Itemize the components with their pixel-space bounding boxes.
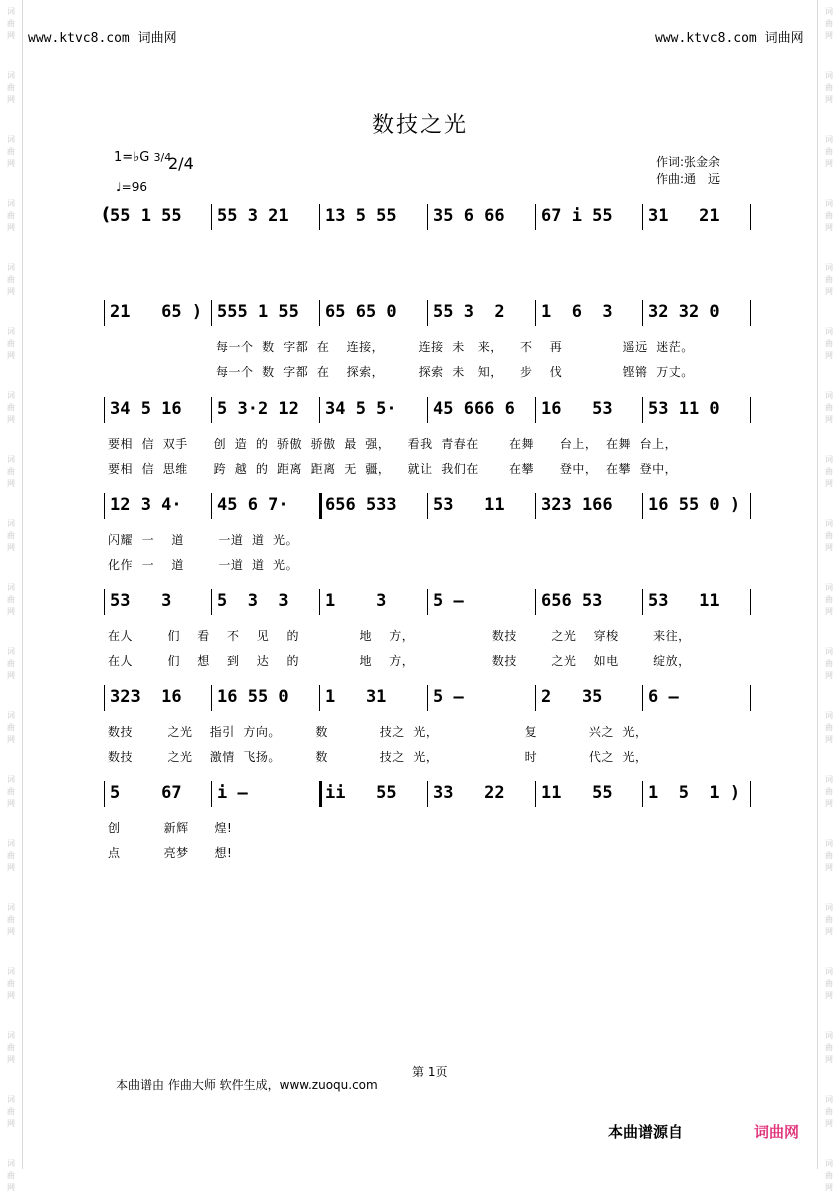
watermark-char: 词 — [825, 135, 833, 144]
watermark-char: 曲 — [825, 531, 833, 540]
barline — [319, 589, 320, 615]
measure: 55 3 21 — [217, 206, 289, 226]
watermark-char: 网 — [825, 607, 833, 616]
measure: 55 3 2 — [433, 302, 505, 322]
barline — [535, 589, 536, 615]
watermark-char: 词 — [825, 455, 833, 464]
measure: 323 16 — [110, 687, 182, 707]
header-right-site[interactable]: www.ktvc8.com 词曲网 — [655, 31, 804, 46]
barline — [642, 397, 643, 423]
watermark-char: 曲 — [7, 659, 15, 668]
measure: 656 53 — [541, 591, 603, 611]
watermark-char: 词 — [825, 1159, 833, 1168]
watermark-char: 曲 — [825, 723, 833, 732]
source-label: 本曲谱源自 — [608, 1123, 684, 1141]
watermark-char: 网 — [7, 863, 15, 872]
lyric-line: 要相 信 双手 创 造 的 骄傲 骄傲 最 强， 看我 青春在 在舞 台上， 在舞 台上， — [108, 437, 678, 451]
measure: i — — [217, 783, 248, 803]
watermark-char: 词 — [7, 583, 15, 592]
watermark-char: 网 — [7, 415, 15, 424]
watermark-char: 网 — [7, 479, 15, 488]
watermark-char: 曲 — [7, 275, 15, 284]
barline — [319, 493, 322, 519]
time-signature: 2/4 — [168, 154, 194, 173]
watermark-char: 词 — [7, 7, 15, 16]
watermark-char: 网 — [7, 1055, 15, 1064]
right-watermark-strip — [817, 0, 840, 1192]
lyric-line: 数技 之光 激情 飞扬。 数 技之 光， 时 代之 光， — [108, 750, 648, 764]
barline — [750, 781, 751, 807]
measure: 12 3 4· — [110, 495, 182, 515]
watermark-char: 曲 — [7, 595, 15, 604]
watermark-char: 曲 — [7, 1171, 15, 1180]
barline — [750, 589, 751, 615]
open-paren: ( — [102, 204, 111, 225]
watermark-char: 词 — [825, 519, 833, 528]
measure: 67 i 55 — [541, 206, 613, 226]
measure: 1 31 — [325, 687, 387, 707]
page-number: 第 1页 — [412, 1065, 448, 1079]
watermark-char: 曲 — [825, 467, 833, 476]
watermark-char: 曲 — [7, 1043, 15, 1052]
measure: 5 67 — [110, 783, 182, 803]
measure: 13 5 55 — [325, 206, 397, 226]
measure: 5 3 3 — [217, 591, 289, 611]
watermark-char: 网 — [825, 31, 833, 40]
watermark-char: 词 — [825, 263, 833, 272]
watermark-char: 曲 — [7, 979, 15, 988]
barline — [104, 685, 105, 711]
watermark-char: 词 — [825, 711, 833, 720]
watermark-char: 曲 — [7, 83, 15, 92]
measure: 34 5 16 — [110, 399, 182, 419]
measure: 16 55 0 — [217, 687, 289, 707]
watermark-char: 网 — [7, 799, 15, 808]
watermark-char: 曲 — [825, 1107, 833, 1116]
watermark-char: 曲 — [825, 787, 833, 796]
barline — [211, 589, 212, 615]
watermark-char: 词 — [825, 903, 833, 912]
watermark-char: 网 — [825, 351, 833, 360]
measure: 16 53 — [541, 399, 613, 419]
watermark-char: 网 — [7, 95, 15, 104]
composer-credit: 作曲:通 远 — [656, 172, 721, 186]
barline — [319, 397, 320, 423]
measure: 16 55 0 ) — [648, 495, 741, 515]
watermark-char: 网 — [7, 1119, 15, 1128]
barline — [104, 493, 105, 519]
watermark-char: 曲 — [825, 1043, 833, 1052]
watermark-char: 网 — [7, 31, 15, 40]
lyric-line: 点 亮梦 想! — [108, 846, 233, 860]
watermark-char: 词 — [7, 327, 15, 336]
barline — [535, 685, 536, 711]
tempo-mark: ♩=96 — [116, 180, 147, 194]
measure: 2 35 — [541, 687, 603, 707]
watermark-char: 词 — [7, 519, 15, 528]
watermark-char: 网 — [825, 159, 833, 168]
measure: ii 55 — [325, 783, 397, 803]
watermark-char: 词 — [7, 455, 15, 464]
watermark-char: 词 — [825, 583, 833, 592]
measure: 1 5 1 ) — [648, 783, 741, 803]
watermark-char: 网 — [7, 927, 15, 936]
barline — [211, 300, 212, 326]
watermark-char: 曲 — [7, 851, 15, 860]
watermark-char: 网 — [825, 287, 833, 296]
measure: 21 65 ) — [110, 302, 203, 322]
barline — [104, 589, 105, 615]
barline — [319, 685, 320, 711]
watermark-char: 网 — [825, 735, 833, 744]
barline — [535, 493, 536, 519]
watermark-char: 曲 — [7, 147, 15, 156]
barline — [535, 781, 536, 807]
measure: 53 11 — [433, 495, 505, 515]
lyric-line: 数技 之光 指引 方向。 数 技之 光， 复 兴之 光， — [108, 725, 648, 739]
watermark-char: 网 — [825, 223, 833, 232]
watermark-char: 曲 — [825, 211, 833, 220]
barline — [642, 493, 643, 519]
barline — [427, 685, 428, 711]
watermark-char: 词 — [7, 903, 15, 912]
measure: 33 22 — [433, 783, 505, 803]
watermark-char: 网 — [7, 991, 15, 1000]
measure: 5 — — [433, 687, 464, 707]
watermark-char: 词 — [7, 71, 15, 80]
measure: 65 65 0 — [325, 302, 397, 322]
watermark-char: 曲 — [7, 1107, 15, 1116]
measure: 656 533 — [325, 495, 397, 515]
barline — [642, 204, 643, 230]
measure: 1 6 3 — [541, 302, 613, 322]
measure: 32 32 0 — [648, 302, 720, 322]
watermark-char: 曲 — [825, 275, 833, 284]
measure: 45 666 6 — [433, 399, 515, 419]
barline — [319, 204, 320, 230]
watermark-char: 网 — [7, 1183, 15, 1192]
barline — [211, 493, 212, 519]
barline — [750, 685, 751, 711]
source-brand-link[interactable]: 词曲网 — [754, 1123, 800, 1141]
barline — [211, 204, 212, 230]
watermark-char: 曲 — [825, 659, 833, 668]
barline — [427, 589, 428, 615]
watermark-char: 词 — [7, 839, 15, 848]
watermark-char: 词 — [7, 391, 15, 400]
barline — [211, 397, 212, 423]
watermark-char: 曲 — [7, 403, 15, 412]
measure: 34 5 5· — [325, 399, 397, 419]
watermark-char: 曲 — [825, 595, 833, 604]
song-title: 数技之光 — [371, 113, 468, 138]
watermark-char: 网 — [825, 799, 833, 808]
watermark-char: 词 — [825, 1031, 833, 1040]
measure: 555 1 55 — [217, 302, 299, 322]
watermark-char: 曲 — [825, 147, 833, 156]
lyric-line: 创 新辉 煌! — [108, 821, 233, 835]
measure: 35 6 66 — [433, 206, 505, 226]
watermark-char: 网 — [7, 287, 15, 296]
watermark-char: 曲 — [825, 83, 833, 92]
key-fraction: 3/4 — [153, 151, 172, 164]
watermark-char: 曲 — [7, 723, 15, 732]
watermark-char: 词 — [825, 391, 833, 400]
watermark-char: 网 — [825, 95, 833, 104]
lyric-line: 每一个 数 字都 在 连接， 连接 未 来， 不 再 遥远 迷茫。 — [216, 340, 694, 354]
barline — [319, 300, 320, 326]
watermark-char: 曲 — [825, 403, 833, 412]
watermark-char: 词 — [825, 71, 833, 80]
watermark-char: 词 — [7, 1159, 15, 1168]
barline — [319, 781, 322, 807]
watermark-char: 曲 — [7, 531, 15, 540]
watermark-char: 词 — [825, 199, 833, 208]
watermark-char: 词 — [825, 967, 833, 976]
watermark-char: 网 — [825, 1183, 833, 1192]
key-signature — [114, 150, 171, 165]
barline — [535, 204, 536, 230]
barline — [427, 493, 428, 519]
barline — [642, 781, 643, 807]
watermark-char: 曲 — [825, 979, 833, 988]
watermark-char: 曲 — [825, 19, 833, 28]
key-label: 1=♭G — [114, 150, 150, 165]
watermark-char: 词 — [7, 135, 15, 144]
barline — [104, 300, 105, 326]
watermark-char: 词 — [7, 647, 15, 656]
watermark-char: 曲 — [7, 339, 15, 348]
lyric-line: 在人 们 想 到 达 的 地 方， 数技 之光 如电 绽放， — [108, 654, 691, 668]
barline — [642, 589, 643, 615]
barline — [211, 685, 212, 711]
watermark-char: 词 — [825, 7, 833, 16]
barline — [427, 204, 428, 230]
watermark-char: 网 — [7, 223, 15, 232]
left-watermark-strip — [0, 0, 23, 1192]
watermark-char: 曲 — [7, 19, 15, 28]
measure: 55 1 55 — [110, 206, 182, 226]
measure: 31 21 — [648, 206, 720, 226]
lyric-line: 在人 们 看 不 见 的 地 方， 数技 之光 穿梭 来往， — [108, 629, 691, 643]
watermark-char: 曲 — [825, 851, 833, 860]
watermark-char: 词 — [7, 967, 15, 976]
measure: 11 55 — [541, 783, 613, 803]
watermark-char: 网 — [825, 863, 833, 872]
barline — [427, 300, 428, 326]
barline — [642, 685, 643, 711]
watermark-char: 网 — [825, 991, 833, 1000]
watermark-char: 网 — [825, 415, 833, 424]
measure: 53 11 0 — [648, 399, 720, 419]
watermark-char: 曲 — [7, 787, 15, 796]
barline — [427, 397, 428, 423]
watermark-char: 网 — [825, 1119, 833, 1128]
measure: 1 3 — [325, 591, 387, 611]
watermark-char: 词 — [825, 839, 833, 848]
watermark-char: 网 — [7, 735, 15, 744]
watermark-char: 词 — [7, 1031, 15, 1040]
watermark-char: 词 — [7, 711, 15, 720]
watermark-char: 曲 — [825, 915, 833, 924]
watermark-char: 词 — [825, 647, 833, 656]
barline — [535, 300, 536, 326]
watermark-char: 曲 — [825, 1171, 833, 1180]
watermark-char: 网 — [7, 351, 15, 360]
measure: 6 — — [648, 687, 679, 707]
lyric-line: 每一个 数 字都 在 探索， 探索 未 知， 步 伐 铿锵 万丈。 — [216, 365, 694, 379]
barline — [427, 781, 428, 807]
measure: 45 6 7· — [217, 495, 289, 515]
barline — [211, 781, 212, 807]
watermark-char: 曲 — [7, 467, 15, 476]
watermark-char: 词 — [825, 775, 833, 784]
watermark-char: 曲 — [7, 915, 15, 924]
watermark-char: 网 — [7, 671, 15, 680]
barline — [750, 204, 751, 230]
watermark-char: 词 — [7, 775, 15, 784]
watermark-char: 网 — [825, 671, 833, 680]
measure: 53 3 — [110, 591, 172, 611]
header-left-site[interactable]: www.ktvc8.com 词曲网 — [28, 31, 177, 46]
watermark-char: 网 — [825, 543, 833, 552]
software-footer: 本曲谱由 作曲大师 软件生成，www.zuoqu.com — [116, 1078, 378, 1092]
barline — [535, 397, 536, 423]
watermark-char: 曲 — [7, 211, 15, 220]
watermark-char: 网 — [7, 159, 15, 168]
measure: 323 166 — [541, 495, 613, 515]
barline — [104, 397, 105, 423]
measure: 5 3·2 12 — [217, 399, 299, 419]
lyric-line: 要相 信 思维 跨 越 的 距离 距离 无 疆， 就让 我们在 在攀 登中， 在攀 登中， — [108, 462, 678, 476]
barline — [104, 781, 105, 807]
barline — [750, 300, 751, 326]
barline — [750, 397, 751, 423]
watermark-char: 词 — [7, 199, 15, 208]
watermark-char: 网 — [825, 479, 833, 488]
watermark-char: 词 — [7, 263, 15, 272]
measure: 53 11 — [648, 591, 720, 611]
watermark-char: 词 — [825, 1095, 833, 1104]
measure: 5 — — [433, 591, 464, 611]
watermark-char: 曲 — [825, 339, 833, 348]
watermark-char: 词 — [7, 1095, 15, 1104]
watermark-char: 网 — [7, 607, 15, 616]
watermark-char: 网 — [825, 927, 833, 936]
watermark-char: 词 — [825, 327, 833, 336]
lyric-line: 闪耀 一 道 一道 道 光。 — [108, 533, 299, 547]
lyricist-credit: 作词:张金余 — [656, 155, 721, 169]
barline — [750, 493, 751, 519]
watermark-char: 网 — [7, 543, 15, 552]
lyric-line: 化作 一 道 一道 道 光。 — [108, 558, 299, 572]
barline — [642, 300, 643, 326]
watermark-char: 网 — [825, 1055, 833, 1064]
